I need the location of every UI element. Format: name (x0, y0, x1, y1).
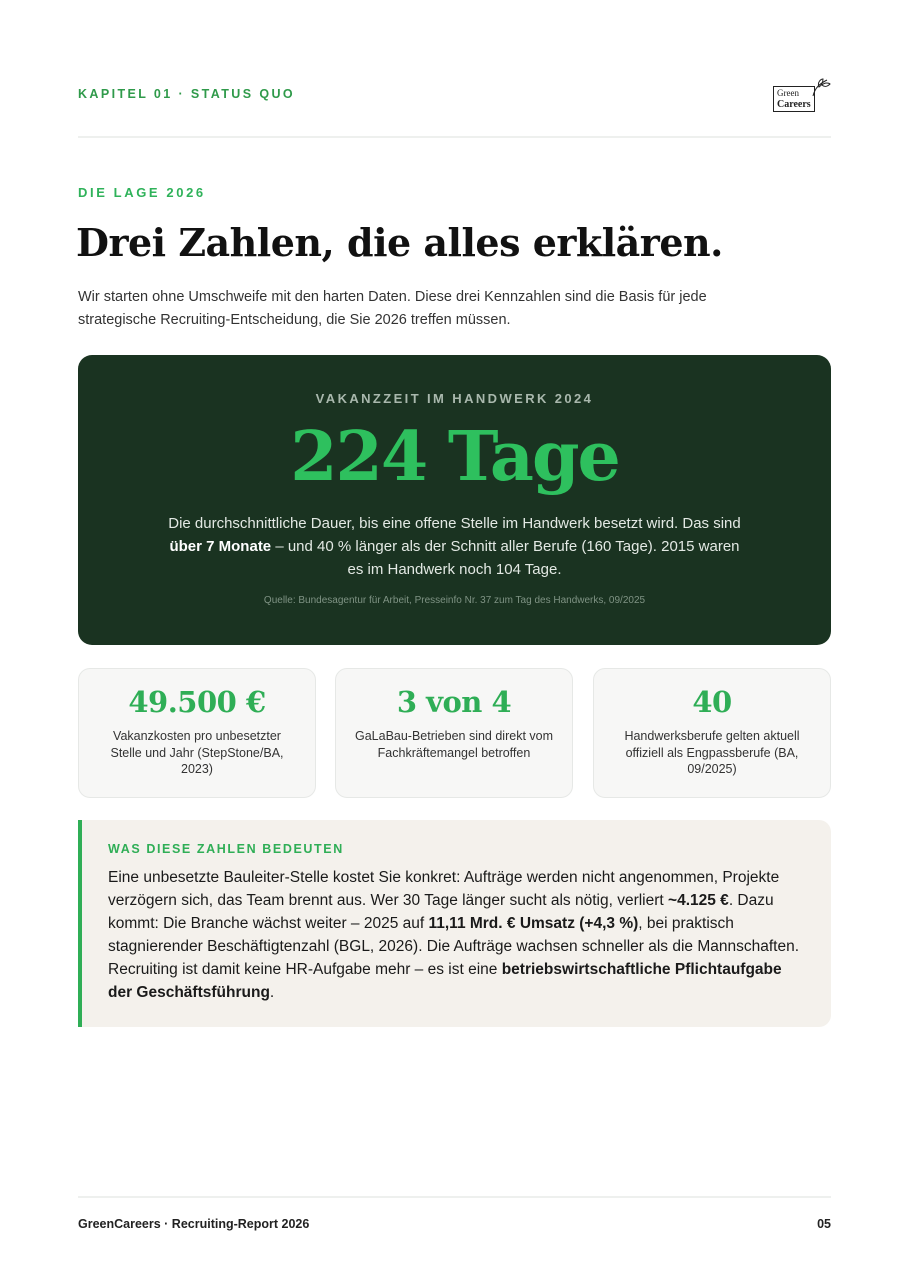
leaf-icon (809, 78, 831, 98)
hero-desc-text-2: – und 40 % länger als der Schnitt aller Berufe (160 Tage). 2015 waren es im Handwerk noch 104 Tage. (271, 538, 740, 578)
stat-label: GaLaBau-Betrieben sind direkt vom Fachkräftemangel betroffen (354, 729, 554, 760)
stat-label: Handwerksberufe gelten aktuell offiziell als Engpassberufe (BA, 09/2025) (624, 729, 800, 776)
callout-heading: WAS DIESE ZAHLEN BEDEUTEN (108, 842, 344, 856)
callout-text-4: . (269, 984, 275, 1001)
callout-bold-1: ~4.125 € (668, 892, 729, 909)
section-eyebrow: DIE LAGE 2026 (78, 185, 206, 200)
hero-desc-bold: über 7 Monate (169, 538, 272, 555)
hero-kicker: VAKANZZEIT IM HANDWERK 2024 (315, 391, 594, 406)
stat-card-galabau (335, 668, 573, 798)
callout-text-2: . Dazu kommt: Die Branche wächst weiter – 2025 auf (108, 892, 774, 932)
insight-callout (78, 820, 831, 1027)
callout-text-3: , bei praktisch stagnierender Beschäftigtenzahl (BGL, 2026). Die Aufträge wachsen schneller als die Mannschaften. Recruiting ist damit keine HR-Aufgabe mehr – es ist eine (108, 915, 800, 978)
logo-line1: Green (777, 88, 799, 98)
footer-title: GreenCareers · Recruiting-Report 2026 (78, 1217, 310, 1231)
chapter-label: KAPITEL 01 · STATUS QUO (78, 87, 296, 101)
hero-desc-text-1: Die durchschnittliche Dauer, bis eine offene Stelle im Handwerk besetzt wird. Das sind (168, 515, 741, 532)
hero-stat-card (78, 355, 831, 645)
logo-line2: Careers (777, 99, 811, 110)
callout-text-1: Eine unbesetzte Bauleiter-Stelle kostet Sie konkret: Aufträge werden nicht angenommen, Projekte verzögern sich, das Team brennt aus. Wer 30 Tage länger sucht als nötig, verliert (108, 869, 780, 909)
hero-source: Quelle: Bundesagentur für Arbeit, Presseinfo Nr. 37 zum Tag des Handwerks, 09/2025 (263, 595, 646, 606)
callout-bold-2: 11,11 Mrd. € Umsatz (+4,3 %) (428, 915, 639, 932)
page-header (78, 76, 831, 138)
stat-value: 40 (692, 685, 732, 719)
stat-card-bottleneck-jobs (593, 668, 831, 798)
greencareers-logo (773, 78, 831, 112)
lead-paragraph: Wir starten ohne Umschweife mit den harten Daten. Diese drei Kennzahlen sind die Basis für jede strategische Recruiting-Entscheidung, die Sie 2026 treffen müssen. (78, 289, 707, 328)
page-number: 05 (817, 1217, 831, 1231)
page-footer (78, 1196, 831, 1238)
callout-body (108, 866, 809, 1004)
hero-value: 224 Tage (290, 417, 619, 497)
callout-bold-3: betriebswirtschaftliche Pflichtaufgabe der Geschäftsführung (108, 961, 782, 1001)
stat-value: 3 von 4 (396, 685, 512, 719)
stat-card-vacancy-cost (78, 668, 316, 798)
hero-description (168, 512, 741, 581)
page-title: Drei Zahlen, die alles erklären. (76, 220, 723, 265)
stat-label: Vakanzkosten pro unbesetzter Stelle und Jahr (StepStone/BA, 2023) (110, 729, 284, 776)
stat-value: 49.500 € (128, 685, 266, 719)
